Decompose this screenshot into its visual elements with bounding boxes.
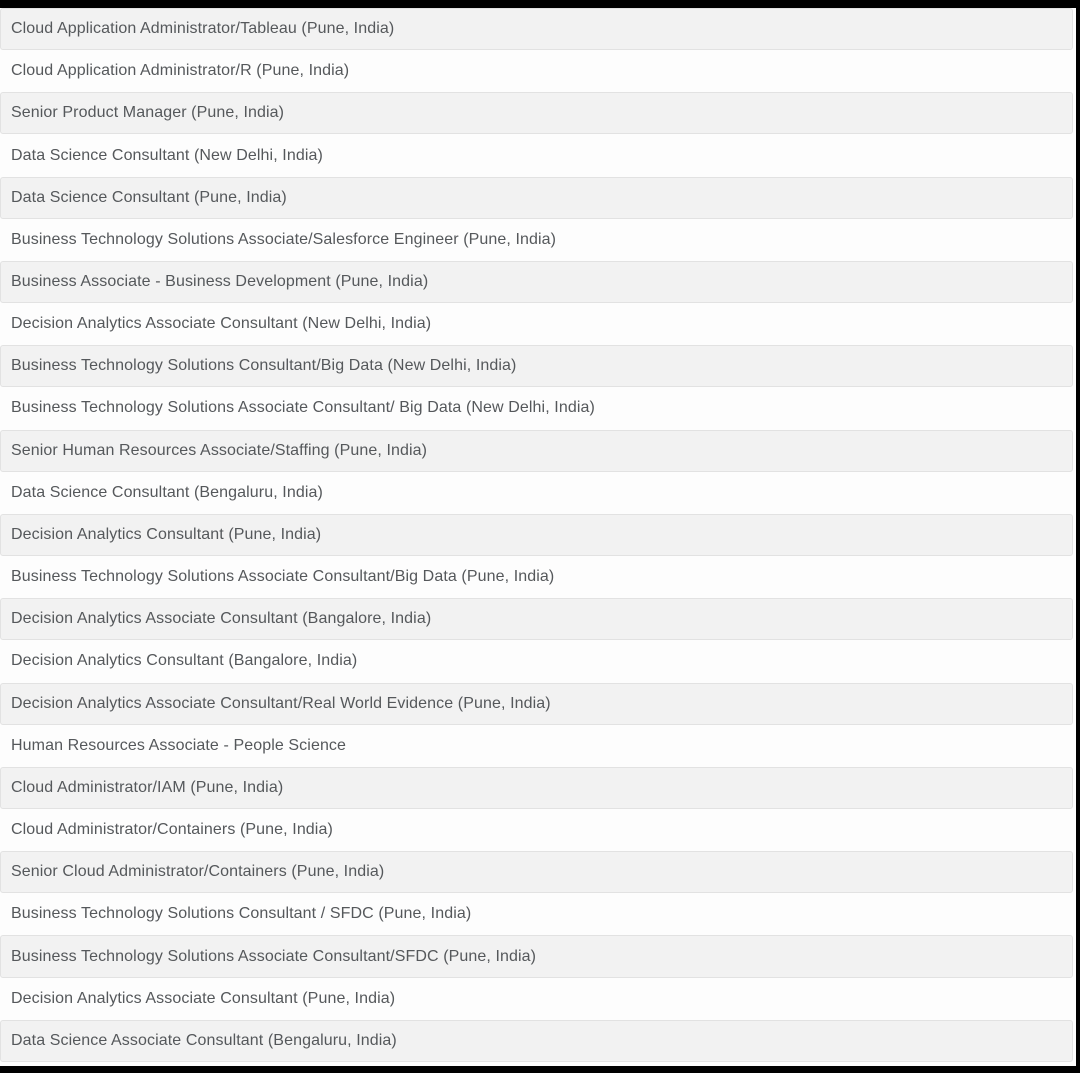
- job-title-label: Business Technology Solutions Consultant/Big Data (New Delhi, India): [11, 357, 517, 375]
- job-title-label: Cloud Application Administrator/R (Pune, India): [11, 62, 350, 80]
- list-item[interactable]: [0, 219, 1076, 261]
- list-item[interactable]: [0, 8, 1073, 50]
- job-title-label: Data Science Associate Consultant (Bengaluru, India): [11, 1031, 397, 1049]
- list-item[interactable]: [0, 598, 1073, 640]
- job-title-label: Decision Analytics Consultant (Pune, India): [11, 525, 322, 543]
- list-item[interactable]: [0, 430, 1073, 472]
- list-item[interactable]: [0, 50, 1076, 92]
- job-title-label: Decision Analytics Associate Consultant (Bangalore, India): [11, 610, 432, 628]
- job-title-label: Business Associate - Business Development (Pune, India): [11, 273, 429, 291]
- job-title-label: Cloud Administrator/Containers (Pune, India): [11, 821, 333, 839]
- job-list: [0, 8, 1076, 1066]
- job-title-label: Senior Human Resources Associate/Staffing (Pune, India): [11, 441, 428, 459]
- job-title-label: Senior Product Manager (Pune, India): [11, 104, 285, 122]
- job-title-label: Business Technology Solutions Associate Consultant/SFDC (Pune, India): [11, 947, 537, 965]
- job-title-label: Business Technology Solutions Associate/Salesforce Engineer (Pune, India): [11, 230, 557, 248]
- list-item[interactable]: [0, 978, 1076, 1020]
- list-item[interactable]: [0, 935, 1073, 977]
- list-item[interactable]: [0, 556, 1076, 598]
- list-item[interactable]: [0, 851, 1073, 893]
- list-item[interactable]: [0, 261, 1073, 303]
- list-item[interactable]: [0, 683, 1073, 725]
- job-title-label: Decision Analytics Associate Consultant (New Delhi, India): [11, 315, 432, 333]
- job-title-label: Business Technology Solutions Associate Consultant/Big Data (Pune, India): [11, 568, 555, 586]
- list-item[interactable]: [0, 1020, 1073, 1062]
- job-title-label: Cloud Application Administrator/Tableau (Pune, India): [11, 20, 395, 38]
- job-title-label: Senior Cloud Administrator/Containers (Pune, India): [11, 863, 385, 881]
- list-item[interactable]: [0, 134, 1076, 176]
- job-title-label: Decision Analytics Associate Consultant (Pune, India): [11, 989, 396, 1007]
- job-title-label: Data Science Consultant (New Delhi, India): [11, 146, 323, 164]
- list-item[interactable]: [0, 725, 1076, 767]
- list-item[interactable]: [0, 345, 1073, 387]
- list-item[interactable]: [0, 640, 1076, 682]
- job-title-label: Cloud Administrator/IAM (Pune, India): [11, 778, 284, 796]
- job-title-label: Human Resources Associate - People Science: [11, 736, 347, 754]
- list-item[interactable]: [0, 767, 1073, 809]
- job-title-label: Decision Analytics Consultant (Bangalore, India): [11, 652, 358, 670]
- job-title-label: Business Technology Solutions Associate Consultant/ Big Data (New Delhi, India): [11, 399, 595, 417]
- job-title-label: Business Technology Solutions Consultant / SFDC (Pune, India): [11, 905, 472, 923]
- list-item[interactable]: [0, 472, 1076, 514]
- list-item[interactable]: [0, 809, 1076, 851]
- job-title-label: Data Science Consultant (Pune, India): [11, 188, 287, 206]
- list-item[interactable]: [0, 303, 1076, 345]
- job-title-label: Decision Analytics Associate Consultant/Real World Evidence (Pune, India): [11, 694, 551, 712]
- list-item[interactable]: [0, 514, 1073, 556]
- list-item[interactable]: [0, 177, 1073, 219]
- job-title-label: Data Science Consultant (Bengaluru, India): [11, 483, 323, 501]
- list-item[interactable]: [0, 893, 1076, 935]
- list-item[interactable]: [0, 387, 1076, 429]
- list-item[interactable]: [0, 92, 1073, 134]
